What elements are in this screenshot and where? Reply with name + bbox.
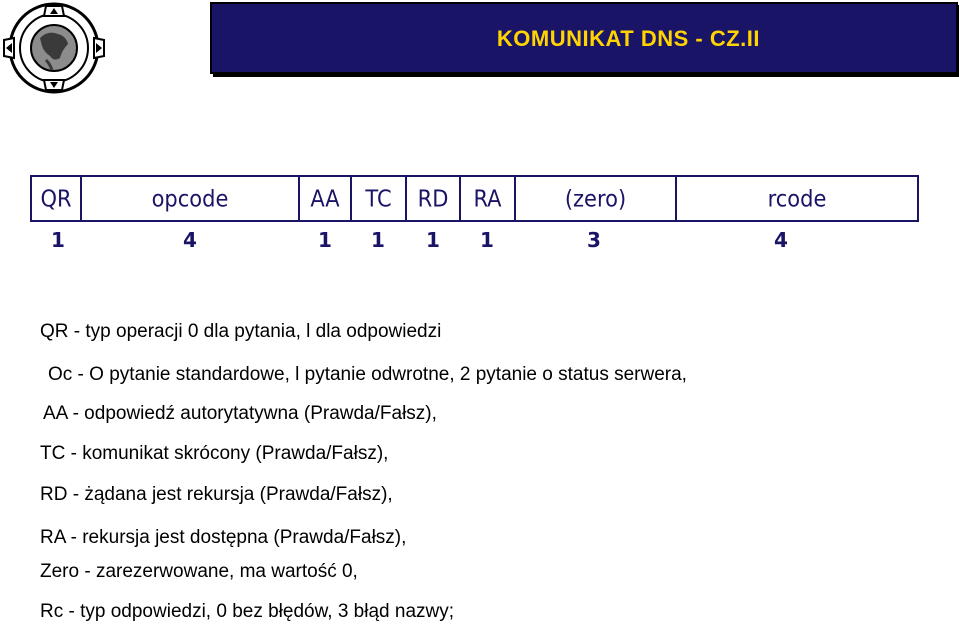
field-ra-bits: 1: [480, 228, 494, 252]
field-zero-bits: 3: [587, 228, 601, 252]
description-aa: AA - odpowiedź autorytatywna (Prawda/Fałsz),: [43, 403, 437, 424]
description-rd: RD - żądana jest rekursja (Prawda/Fałsz),: [40, 484, 393, 505]
field-qr-bits: 1: [51, 228, 65, 252]
field-aa-label: AA: [310, 185, 340, 212]
field-rcode-bits: 4: [774, 228, 788, 252]
description-tc: TC - komunikat skrócony (Prawda/Fałsz),: [40, 443, 389, 464]
field-tc-bits: 1: [371, 228, 385, 252]
field-ra-cell: [461, 177, 516, 220]
description-rcode: Rc - typ odpowiedzi, 0 bez błędów, 3 błąd nazwy;: [40, 601, 455, 622]
field-opcode-cell: [82, 177, 300, 220]
field-qr-label: QR: [40, 185, 72, 212]
dns-flags-field-table: [30, 175, 919, 222]
field-ra-label: RA: [473, 185, 502, 212]
title-banner: [210, 2, 958, 74]
field-rd-bits: 1: [426, 228, 440, 252]
field-tc-label: TC: [365, 185, 392, 212]
field-opcode-label: opcode: [151, 185, 229, 212]
field-zero-cell: [516, 177, 677, 220]
field-tc-cell: [352, 177, 407, 220]
field-rcode-cell: [677, 177, 919, 220]
field-rcode-label: rcode: [767, 185, 827, 212]
description-zero: Zero - zarezerwowane, ma wartość 0,: [40, 561, 358, 582]
description-opcode: Oc - O pytanie standardowe, l pytanie odwrotne, 2 pytanie o status serwera,: [48, 364, 687, 385]
globe-logo-icon: [0, 0, 108, 96]
field-aa-cell: [300, 177, 352, 220]
field-opcode-bits: 4: [183, 228, 197, 252]
description-ra: RA - rekursja jest dostępna (Prawda/Fałsz),: [40, 527, 407, 548]
description-qr: QR - typ operacji 0 dla pytania, l dla odpowiedzi: [40, 321, 442, 342]
field-aa-bits: 1: [318, 228, 332, 252]
field-zero-label: (zero): [564, 185, 627, 212]
field-rd-label: RD: [417, 185, 449, 212]
page-title: KOMUNIKAT DNS - CZ.II: [496, 26, 760, 51]
field-rd-cell: [407, 177, 461, 220]
field-qr-cell: [32, 177, 82, 220]
